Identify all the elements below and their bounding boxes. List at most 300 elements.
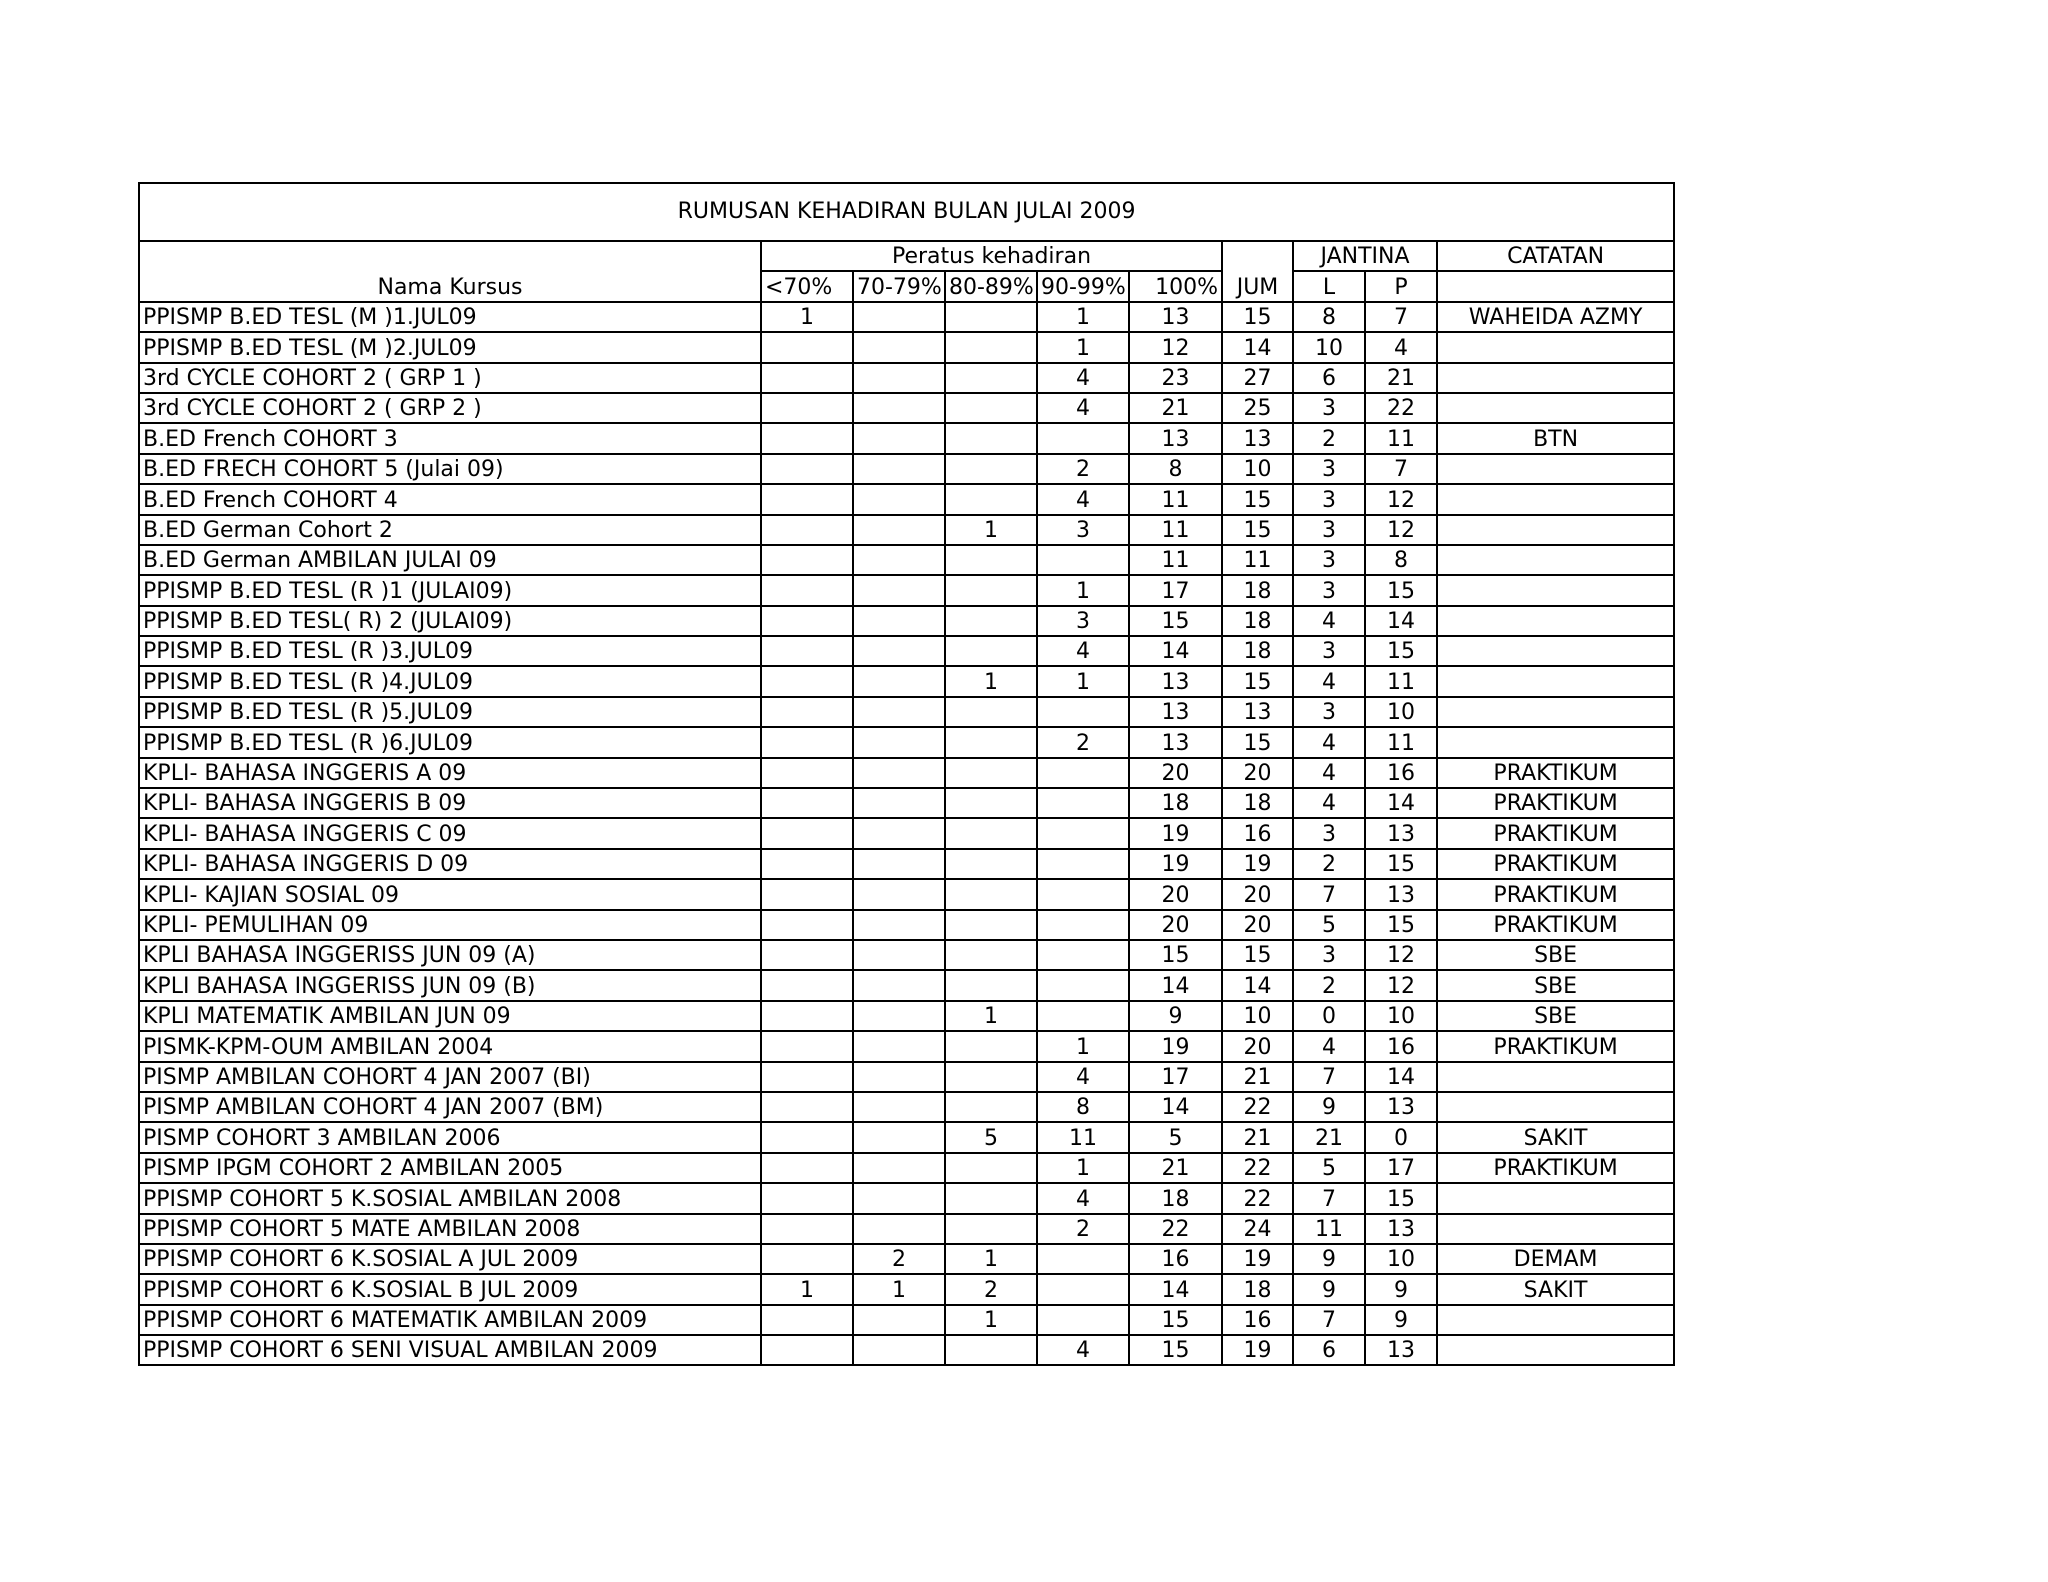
cell-catatan (1437, 454, 1674, 484)
cell-jum: 20 (1222, 879, 1293, 909)
cell-pct-70-79: 2 (853, 1244, 945, 1274)
cell-jum: 10 (1222, 1001, 1293, 1031)
cell-pct-90-99 (1037, 697, 1129, 727)
header-pct-lt70: <70% (761, 271, 853, 301)
cell-gender-l: 4 (1293, 1031, 1365, 1061)
cell-gender-p: 9 (1365, 1305, 1437, 1335)
cell-gender-l: 4 (1293, 727, 1365, 757)
cell-nama-kursus: PPISMP B.ED TESL (M )1.JUL09 (139, 302, 761, 332)
table-row (139, 302, 1674, 332)
cell-pct-80-89 (945, 970, 1037, 1000)
cell-pct-lt70 (761, 1214, 853, 1244)
cell-gender-p: 10 (1365, 1244, 1437, 1274)
cell-pct-lt70 (761, 788, 853, 818)
cell-pct-70-79 (853, 1122, 945, 1152)
cell-pct-lt70 (761, 423, 853, 453)
cell-pct-70-79 (853, 454, 945, 484)
table-row (139, 1183, 1674, 1213)
cell-pct-70-79 (853, 940, 945, 970)
cell-gender-p: 4 (1365, 332, 1437, 362)
cell-pct-lt70 (761, 363, 853, 393)
cell-jum: 19 (1222, 1335, 1293, 1365)
cell-pct-90-99: 3 (1037, 606, 1129, 636)
cell-pct-70-79 (853, 1305, 945, 1335)
cell-pct-70-79 (853, 1153, 945, 1183)
cell-gender-l: 3 (1293, 393, 1365, 423)
cell-pct-100: 15 (1129, 1335, 1222, 1365)
cell-gender-l: 10 (1293, 332, 1365, 362)
cell-gender-l: 3 (1293, 545, 1365, 575)
cell-jum: 20 (1222, 758, 1293, 788)
cell-pct-lt70 (761, 940, 853, 970)
cell-gender-l: 3 (1293, 636, 1365, 666)
table-row (139, 423, 1674, 453)
table-row (139, 879, 1674, 909)
cell-catatan (1437, 1183, 1674, 1213)
cell-catatan (1437, 1062, 1674, 1092)
cell-gender-p: 13 (1365, 1214, 1437, 1244)
cell-pct-80-89 (945, 606, 1037, 636)
cell-pct-80-89: 1 (945, 515, 1037, 545)
cell-pct-80-89 (945, 758, 1037, 788)
table-row (139, 636, 1674, 666)
cell-pct-70-79 (853, 697, 945, 727)
cell-jum: 16 (1222, 1305, 1293, 1335)
cell-gender-l: 4 (1293, 788, 1365, 818)
cell-pct-70-79 (853, 575, 945, 605)
cell-gender-p: 13 (1365, 879, 1437, 909)
cell-jum: 14 (1222, 970, 1293, 1000)
table-row (139, 1031, 1674, 1061)
cell-gender-p: 17 (1365, 1153, 1437, 1183)
cell-gender-p: 15 (1365, 1183, 1437, 1213)
cell-pct-lt70 (761, 1305, 853, 1335)
cell-gender-p: 14 (1365, 606, 1437, 636)
cell-pct-90-99: 1 (1037, 575, 1129, 605)
title-row (139, 183, 1674, 241)
cell-pct-100: 14 (1129, 970, 1222, 1000)
cell-jum: 24 (1222, 1214, 1293, 1244)
cell-gender-p: 16 (1365, 1031, 1437, 1061)
cell-pct-80-89 (945, 1335, 1037, 1365)
cell-pct-lt70 (761, 727, 853, 757)
cell-pct-lt70 (761, 818, 853, 848)
cell-pct-90-99 (1037, 788, 1129, 818)
cell-jum: 15 (1222, 666, 1293, 696)
cell-gender-l: 5 (1293, 1153, 1365, 1183)
cell-pct-70-79 (853, 606, 945, 636)
cell-pct-lt70 (761, 910, 853, 940)
cell-pct-90-99 (1037, 940, 1129, 970)
header-row-1 (139, 241, 1674, 271)
cell-pct-70-79 (853, 332, 945, 362)
cell-gender-p: 12 (1365, 484, 1437, 514)
cell-pct-100: 18 (1129, 1183, 1222, 1213)
cell-pct-70-79 (853, 363, 945, 393)
cell-pct-90-99 (1037, 910, 1129, 940)
cell-pct-100: 14 (1129, 1274, 1222, 1304)
cell-nama-kursus: B.ED French COHORT 4 (139, 484, 761, 514)
cell-pct-90-99: 11 (1037, 1122, 1129, 1152)
cell-jum: 13 (1222, 697, 1293, 727)
cell-pct-100: 17 (1129, 1062, 1222, 1092)
cell-nama-kursus: PISMP AMBILAN COHORT 4 JAN 2007 (BI) (139, 1062, 761, 1092)
cell-pct-80-89 (945, 727, 1037, 757)
table-row (139, 666, 1674, 696)
cell-pct-70-79: 1 (853, 1274, 945, 1304)
cell-jum: 13 (1222, 423, 1293, 453)
cell-pct-90-99: 3 (1037, 515, 1129, 545)
header-gender-l: L (1293, 271, 1365, 301)
cell-pct-100: 9 (1129, 1001, 1222, 1031)
cell-pct-lt70 (761, 758, 853, 788)
cell-catatan: DEMAM (1437, 1244, 1674, 1274)
cell-gender-p: 22 (1365, 393, 1437, 423)
cell-pct-lt70 (761, 332, 853, 362)
cell-nama-kursus: PPISMP B.ED TESL (R )6.JUL09 (139, 727, 761, 757)
cell-pct-90-99: 1 (1037, 666, 1129, 696)
cell-nama-kursus: KPLI- KAJIAN SOSIAL 09 (139, 879, 761, 909)
cell-pct-lt70 (761, 1244, 853, 1274)
cell-catatan: PRAKTIKUM (1437, 758, 1674, 788)
cell-jum: 22 (1222, 1153, 1293, 1183)
cell-pct-70-79 (853, 910, 945, 940)
cell-nama-kursus: PPISMP B.ED TESL (R )3.JUL09 (139, 636, 761, 666)
cell-jum: 18 (1222, 575, 1293, 605)
table-row (139, 788, 1674, 818)
cell-nama-kursus: B.ED German Cohort 2 (139, 515, 761, 545)
cell-nama-kursus: PPISMP B.ED TESL (R )4.JUL09 (139, 666, 761, 696)
cell-pct-70-79 (853, 1001, 945, 1031)
cell-gender-l: 8 (1293, 302, 1365, 332)
cell-pct-lt70 (761, 515, 853, 545)
cell-pct-70-79 (853, 1062, 945, 1092)
cell-gender-l: 3 (1293, 454, 1365, 484)
cell-gender-l: 3 (1293, 940, 1365, 970)
cell-pct-80-89 (945, 575, 1037, 605)
cell-pct-90-99 (1037, 1274, 1129, 1304)
cell-pct-70-79 (853, 545, 945, 575)
cell-pct-90-99: 1 (1037, 1153, 1129, 1183)
cell-gender-p: 13 (1365, 1092, 1437, 1122)
cell-jum: 15 (1222, 484, 1293, 514)
cell-pct-80-89: 1 (945, 1305, 1037, 1335)
cell-nama-kursus: PPISMP COHORT 6 K.SOSIAL B JUL 2009 (139, 1274, 761, 1304)
header-pct-80-89: 80-89% (945, 271, 1037, 301)
table-title: RUMUSAN KEHADIRAN BULAN JULAI 2009 (139, 183, 1674, 241)
table-row (139, 1001, 1674, 1031)
header-peratus-kehadiran: Peratus kehadiran (761, 241, 1222, 271)
cell-pct-70-79 (853, 788, 945, 818)
table-row (139, 545, 1674, 575)
header-pct-90-99: 90-99% (1037, 271, 1129, 301)
cell-gender-l: 7 (1293, 1062, 1365, 1092)
cell-pct-100: 15 (1129, 1305, 1222, 1335)
cell-jum: 20 (1222, 1031, 1293, 1061)
cell-jum: 18 (1222, 636, 1293, 666)
table-row (139, 1335, 1674, 1365)
cell-nama-kursus: PPISMP B.ED TESL (M )2.JUL09 (139, 332, 761, 362)
cell-pct-90-99: 4 (1037, 636, 1129, 666)
cell-pct-70-79 (853, 818, 945, 848)
cell-gender-p: 15 (1365, 636, 1437, 666)
cell-nama-kursus: 3rd CYCLE COHORT 2 ( GRP 1 ) (139, 363, 761, 393)
cell-pct-80-89 (945, 1031, 1037, 1061)
cell-pct-90-99: 4 (1037, 363, 1129, 393)
cell-pct-100: 11 (1129, 484, 1222, 514)
cell-pct-100: 15 (1129, 940, 1222, 970)
cell-catatan: SAKIT (1437, 1274, 1674, 1304)
cell-pct-80-89 (945, 393, 1037, 423)
cell-pct-100: 15 (1129, 606, 1222, 636)
cell-gender-l: 3 (1293, 515, 1365, 545)
cell-pct-90-99: 1 (1037, 332, 1129, 362)
cell-pct-100: 19 (1129, 849, 1222, 879)
cell-pct-90-99: 1 (1037, 1031, 1129, 1061)
cell-nama-kursus: PPISMP COHORT 6 K.SOSIAL A JUL 2009 (139, 1244, 761, 1274)
cell-pct-90-99: 4 (1037, 1335, 1129, 1365)
cell-catatan (1437, 606, 1674, 636)
table-row (139, 1214, 1674, 1244)
table-row (139, 484, 1674, 514)
cell-pct-lt70 (761, 697, 853, 727)
cell-gender-l: 3 (1293, 818, 1365, 848)
cell-pct-80-89: 1 (945, 1244, 1037, 1274)
cell-catatan: PRAKTIKUM (1437, 910, 1674, 940)
cell-gender-p: 8 (1365, 545, 1437, 575)
header-catatan-blank (1437, 271, 1674, 301)
cell-nama-kursus: KPLI- PEMULIHAN 09 (139, 910, 761, 940)
cell-catatan (1437, 1305, 1674, 1335)
cell-catatan: WAHEIDA AZMY (1437, 302, 1674, 332)
cell-gender-l: 4 (1293, 606, 1365, 636)
cell-catatan (1437, 332, 1674, 362)
cell-pct-80-89 (945, 363, 1037, 393)
cell-catatan: SBE (1437, 970, 1674, 1000)
cell-catatan (1437, 1214, 1674, 1244)
cell-nama-kursus: PPISMP COHORT 6 SENI VISUAL AMBILAN 2009 (139, 1335, 761, 1365)
cell-gender-l: 2 (1293, 423, 1365, 453)
cell-nama-kursus: PPISMP COHORT 5 K.SOSIAL AMBILAN 2008 (139, 1183, 761, 1213)
cell-pct-70-79 (853, 1031, 945, 1061)
cell-nama-kursus: KPLI- BAHASA INGGERIS B 09 (139, 788, 761, 818)
cell-jum: 20 (1222, 910, 1293, 940)
cell-pct-100: 13 (1129, 727, 1222, 757)
cell-pct-lt70 (761, 970, 853, 1000)
table-row (139, 910, 1674, 940)
cell-pct-90-99 (1037, 758, 1129, 788)
cell-gender-p: 12 (1365, 515, 1437, 545)
cell-pct-70-79 (853, 1183, 945, 1213)
cell-gender-p: 0 (1365, 1122, 1437, 1152)
cell-pct-70-79 (853, 515, 945, 545)
cell-pct-80-89 (945, 1214, 1037, 1244)
cell-gender-l: 11 (1293, 1214, 1365, 1244)
cell-jum: 14 (1222, 332, 1293, 362)
cell-gender-p: 16 (1365, 758, 1437, 788)
cell-catatan (1437, 575, 1674, 605)
cell-pct-100: 5 (1129, 1122, 1222, 1152)
cell-pct-100: 11 (1129, 545, 1222, 575)
cell-pct-70-79 (853, 758, 945, 788)
cell-gender-l: 9 (1293, 1244, 1365, 1274)
cell-catatan (1437, 636, 1674, 666)
cell-catatan: PRAKTIKUM (1437, 1031, 1674, 1061)
cell-gender-l: 21 (1293, 1122, 1365, 1152)
cell-gender-l: 3 (1293, 575, 1365, 605)
cell-nama-kursus: KPLI BAHASA INGGERISS JUN 09 (A) (139, 940, 761, 970)
cell-nama-kursus: PPISMP COHORT 5 MATE AMBILAN 2008 (139, 1214, 761, 1244)
cell-pct-lt70 (761, 1092, 853, 1122)
cell-pct-lt70 (761, 1031, 853, 1061)
cell-catatan (1437, 1092, 1674, 1122)
cell-nama-kursus: B.ED French COHORT 3 (139, 423, 761, 453)
cell-nama-kursus: PISMK-KPM-OUM AMBILAN 2004 (139, 1031, 761, 1061)
table-row (139, 727, 1674, 757)
cell-catatan (1437, 727, 1674, 757)
header-nama-kursus: Nama Kursus (139, 241, 761, 302)
cell-pct-70-79 (853, 1335, 945, 1365)
header-pct-100: 100% (1129, 271, 1222, 301)
cell-gender-l: 9 (1293, 1092, 1365, 1122)
cell-jum: 19 (1222, 849, 1293, 879)
cell-jum: 15 (1222, 302, 1293, 332)
table-row (139, 758, 1674, 788)
cell-gender-l: 7 (1293, 1183, 1365, 1213)
cell-pct-90-99: 4 (1037, 1062, 1129, 1092)
cell-pct-90-99 (1037, 1001, 1129, 1031)
cell-pct-100: 14 (1129, 636, 1222, 666)
cell-pct-100: 17 (1129, 575, 1222, 605)
cell-gender-p: 12 (1365, 940, 1437, 970)
table-row (139, 818, 1674, 848)
cell-pct-100: 21 (1129, 1153, 1222, 1183)
cell-pct-80-89 (945, 879, 1037, 909)
cell-gender-l: 6 (1293, 363, 1365, 393)
cell-jum: 25 (1222, 393, 1293, 423)
cell-pct-lt70 (761, 1183, 853, 1213)
cell-nama-kursus: 3rd CYCLE COHORT 2 ( GRP 2 ) (139, 393, 761, 423)
cell-pct-lt70 (761, 1122, 853, 1152)
cell-pct-lt70 (761, 879, 853, 909)
cell-pct-80-89 (945, 788, 1037, 818)
cell-catatan: PRAKTIKUM (1437, 818, 1674, 848)
cell-jum: 22 (1222, 1092, 1293, 1122)
cell-gender-p: 10 (1365, 697, 1437, 727)
cell-gender-p: 13 (1365, 1335, 1437, 1365)
table-row (139, 1305, 1674, 1335)
cell-catatan: PRAKTIKUM (1437, 849, 1674, 879)
cell-catatan: BTN (1437, 423, 1674, 453)
cell-gender-l: 3 (1293, 484, 1365, 514)
cell-pct-100: 20 (1129, 758, 1222, 788)
cell-pct-80-89: 2 (945, 1274, 1037, 1304)
cell-jum: 21 (1222, 1122, 1293, 1152)
cell-pct-100: 19 (1129, 818, 1222, 848)
cell-pct-80-89 (945, 484, 1037, 514)
cell-jum: 19 (1222, 1244, 1293, 1274)
cell-nama-kursus: PPISMP B.ED TESL (R )1 (JULAI09) (139, 575, 761, 605)
cell-gender-p: 15 (1365, 910, 1437, 940)
cell-pct-70-79 (853, 879, 945, 909)
table-row (139, 697, 1674, 727)
cell-catatan: PRAKTIKUM (1437, 788, 1674, 818)
cell-gender-l: 4 (1293, 666, 1365, 696)
cell-pct-90-99: 4 (1037, 1183, 1129, 1213)
table-row (139, 849, 1674, 879)
cell-pct-90-99 (1037, 818, 1129, 848)
header-pct-70-79: 70-79% (853, 271, 945, 301)
cell-gender-l: 0 (1293, 1001, 1365, 1031)
cell-nama-kursus: B.ED German AMBILAN JULAI 09 (139, 545, 761, 575)
cell-catatan (1437, 666, 1674, 696)
cell-pct-lt70 (761, 849, 853, 879)
cell-pct-80-89 (945, 1062, 1037, 1092)
cell-pct-90-99 (1037, 879, 1129, 909)
cell-catatan: SAKIT (1437, 1122, 1674, 1152)
cell-pct-90-99: 8 (1037, 1092, 1129, 1122)
cell-pct-100: 20 (1129, 910, 1222, 940)
cell-pct-100: 12 (1129, 332, 1222, 362)
cell-pct-100: 16 (1129, 1244, 1222, 1274)
cell-nama-kursus: KPLI MATEMATIK AMBILAN JUN 09 (139, 1001, 761, 1031)
cell-pct-100: 13 (1129, 302, 1222, 332)
cell-pct-90-99: 4 (1037, 393, 1129, 423)
cell-pct-lt70: 1 (761, 302, 853, 332)
cell-gender-p: 7 (1365, 454, 1437, 484)
cell-nama-kursus: KPLI- BAHASA INGGERIS C 09 (139, 818, 761, 848)
cell-gender-p: 21 (1365, 363, 1437, 393)
cell-pct-90-99 (1037, 849, 1129, 879)
cell-nama-kursus: PPISMP COHORT 6 MATEMATIK AMBILAN 2009 (139, 1305, 761, 1335)
cell-pct-100: 13 (1129, 423, 1222, 453)
cell-gender-p: 11 (1365, 727, 1437, 757)
cell-jum: 21 (1222, 1062, 1293, 1092)
cell-catatan: SBE (1437, 940, 1674, 970)
cell-pct-80-89 (945, 423, 1037, 453)
cell-pct-100: 13 (1129, 697, 1222, 727)
cell-jum: 15 (1222, 940, 1293, 970)
cell-pct-lt70 (761, 666, 853, 696)
cell-pct-70-79 (853, 302, 945, 332)
cell-catatan: PRAKTIKUM (1437, 879, 1674, 909)
cell-pct-100: 20 (1129, 879, 1222, 909)
table-row (139, 1244, 1674, 1274)
cell-pct-80-89 (945, 818, 1037, 848)
cell-pct-100: 18 (1129, 788, 1222, 818)
cell-pct-lt70 (761, 606, 853, 636)
cell-pct-70-79 (853, 393, 945, 423)
cell-catatan (1437, 545, 1674, 575)
cell-pct-90-99 (1037, 1244, 1129, 1274)
cell-gender-p: 12 (1365, 970, 1437, 1000)
cell-pct-70-79 (853, 849, 945, 879)
cell-jum: 27 (1222, 363, 1293, 393)
cell-gender-p: 13 (1365, 818, 1437, 848)
cell-catatan: SBE (1437, 1001, 1674, 1031)
header-gender-p: P (1365, 271, 1437, 301)
cell-pct-80-89 (945, 636, 1037, 666)
cell-catatan (1437, 393, 1674, 423)
cell-pct-80-89 (945, 1183, 1037, 1213)
cell-catatan (1437, 515, 1674, 545)
cell-nama-kursus: PISMP IPGM COHORT 2 AMBILAN 2005 (139, 1153, 761, 1183)
cell-pct-70-79 (853, 484, 945, 514)
cell-catatan: PRAKTIKUM (1437, 1153, 1674, 1183)
cell-nama-kursus: PPISMP B.ED TESL (R )5.JUL09 (139, 697, 761, 727)
cell-nama-kursus: B.ED FRECH COHORT 5 (Julai 09) (139, 454, 761, 484)
cell-catatan (1437, 363, 1674, 393)
